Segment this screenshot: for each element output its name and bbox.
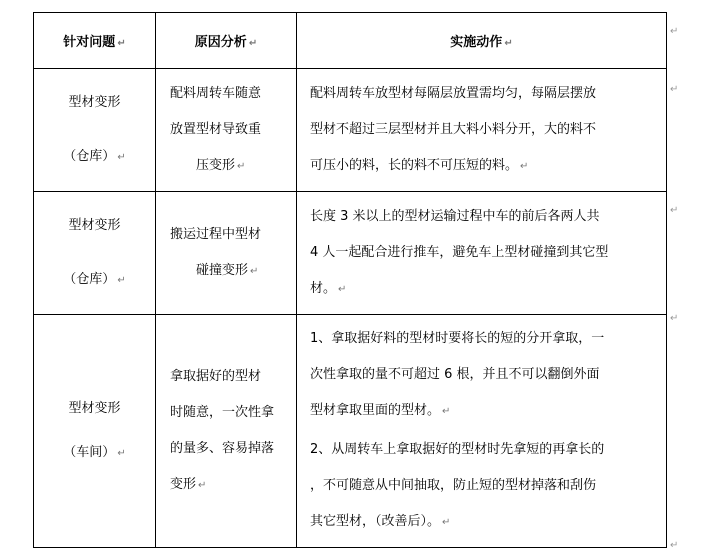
row-end-mark: ↵ xyxy=(670,313,679,324)
table-row xyxy=(34,192,667,315)
cause-cell: 拿取据好的型材 时随意，一次性拿 的量多、容易掉落 变形 ↵ xyxy=(156,315,297,548)
problem-cell: 型材变形 （车间） ↵ xyxy=(34,315,156,548)
action-cell xyxy=(297,315,667,548)
table-row xyxy=(34,69,667,192)
row-end-mark: ↵ xyxy=(670,540,679,551)
action-cell: 配料周转车放型材每隔层放置需均匀，每隔层摆放 型材不超过三层型材并且大料小料分开，大的料不 可压小的料，长的料不可压短的料。 ↵ xyxy=(297,69,667,192)
cause-cell: 搬运过程中型材 碰撞变形 ↵ xyxy=(156,192,297,315)
row-end-mark: ↵ xyxy=(670,205,679,216)
action-paragraph-1: 1、拿取据好料的型材时要将长的短的分开拿取，一 次性拿取的量不可超过 6 根，并且不可以翻倒外面 型材拿取里面的型材。 ↵ xyxy=(310,331,605,418)
problem-cell: 型材变形 （仓库） ↵ xyxy=(34,192,156,315)
improvement-table xyxy=(33,12,667,548)
header-cause: 原因分析 ↵ xyxy=(156,13,297,69)
header-action: 实施动作 ↵ xyxy=(297,13,667,69)
action-paragraph-2: 2、从周转车上拿取据好的型材时先拿短的再拿长的 ，不可随意从中间抽取，防止短的型材掉落和刮伤 其它型材，（改善后）。 ↵ xyxy=(310,442,605,529)
table-header-row xyxy=(34,13,667,69)
row-end-mark: ↵ xyxy=(670,26,679,37)
problem-cell: 型材变形 （仓库） ↵ xyxy=(34,69,156,192)
header-problem: 针对问题 ↵ xyxy=(34,13,156,69)
row-end-mark: ↵ xyxy=(670,84,679,95)
cause-cell: 配料周转车随意 放置型材导致重 压变形 ↵ xyxy=(156,69,297,192)
table-row xyxy=(34,315,667,548)
action-cell: 长度 3 米以上的型材运输过程中车的前后各两人共 4 人一起配合进行推车，避免车上型材碰撞到其它型 材。 ↵ xyxy=(297,192,667,315)
